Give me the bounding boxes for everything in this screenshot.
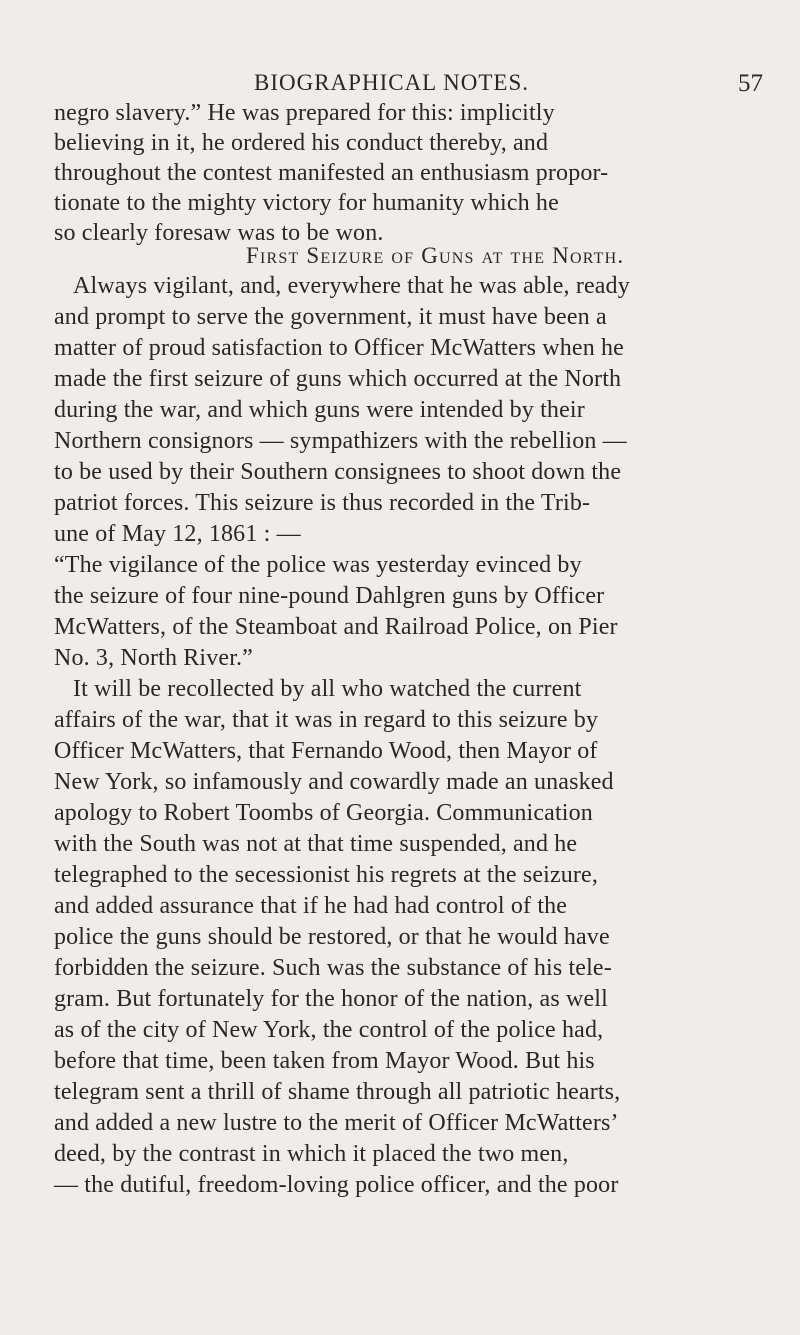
text-line: une of May 12, 1861 : — [54, 521, 301, 547]
text-line: negro slavery.” He was prepared for this: implicitly [54, 100, 555, 126]
text-line: No. 3, North River.” [54, 645, 253, 671]
running-head: BIOGRAPHICAL NOTES. [254, 70, 529, 95]
text-line: matter of proud satisfaction to Officer McWatters when he [54, 335, 624, 361]
text-line: to be used by their Southern consignees to shoot down the [54, 459, 622, 485]
text-line: apology to Robert Toombs of Georgia. Communication [54, 800, 593, 826]
text-line: tionate to the mighty victory for humanity which he [54, 190, 559, 216]
text-line: and added assurance that if he had had control of the [54, 893, 568, 919]
text-line: New York, so infamously and cowardly made an unasked [54, 769, 614, 795]
text-line: patriot forces. This seizure is thus recorded in the Trib- [54, 490, 591, 516]
text-line: believing in it, he ordered his conduct thereby, and [54, 130, 549, 156]
page-number: 57 [738, 70, 763, 97]
text-line: Officer McWatters, that Fernando Wood, then Mayor of [54, 738, 598, 764]
text-line: telegraphed to the secessionist his regrets at the seizure, [54, 862, 598, 888]
text-line: made the first seizure of guns which occurred at the North [54, 366, 622, 392]
text-line: Northern consignors — sympathizers with the rebellion — [54, 428, 627, 454]
text-line: police the guns should be restored, or that he would have [54, 924, 610, 950]
text-line: and added a new lustre to the merit of Officer McWatters’ [54, 1110, 619, 1136]
text-line: so clearly foresaw was to be won. [54, 220, 384, 246]
section-heading: First Seizure of Guns at the North. [246, 243, 625, 268]
text-line: deed, by the contrast in which it placed the two men, [54, 1141, 569, 1167]
text-line: It will be recollected by all who watched the current [73, 676, 582, 702]
text-line: McWatters, of the Steamboat and Railroad Police, on Pier [54, 614, 618, 640]
text-line: as of the city of New York, the control of the police had, [54, 1017, 604, 1043]
text-line: — the dutiful, freedom-loving police officer, and the poor [54, 1172, 619, 1198]
text-line: affairs of the war, that it was in regard to this seizure by [54, 707, 599, 733]
text-line: forbidden the seizure. Such was the substance of his tele- [54, 955, 612, 981]
text-line: during the war, and which guns were intended by their [54, 397, 585, 423]
text-line: before that time, been taken from Mayor Wood. But his [54, 1048, 595, 1074]
text-line: telegram sent a thrill of shame through all patriotic hearts, [54, 1079, 621, 1105]
text-line: and prompt to serve the government, it must have been a [54, 304, 607, 330]
text-line: throughout the contest manifested an enthusiasm propor- [54, 160, 609, 186]
text-line: the seizure of four nine-pound Dahlgren guns by Officer [54, 583, 605, 609]
text-line: Always vigilant, and, everywhere that he was able, ready [73, 273, 630, 299]
text-line: “The vigilance of the police was yesterday evinced by [54, 552, 582, 578]
text-line: with the South was not at that time suspended, and he [54, 831, 578, 857]
text-line: gram. But fortunately for the honor of the nation, as well [54, 986, 608, 1012]
